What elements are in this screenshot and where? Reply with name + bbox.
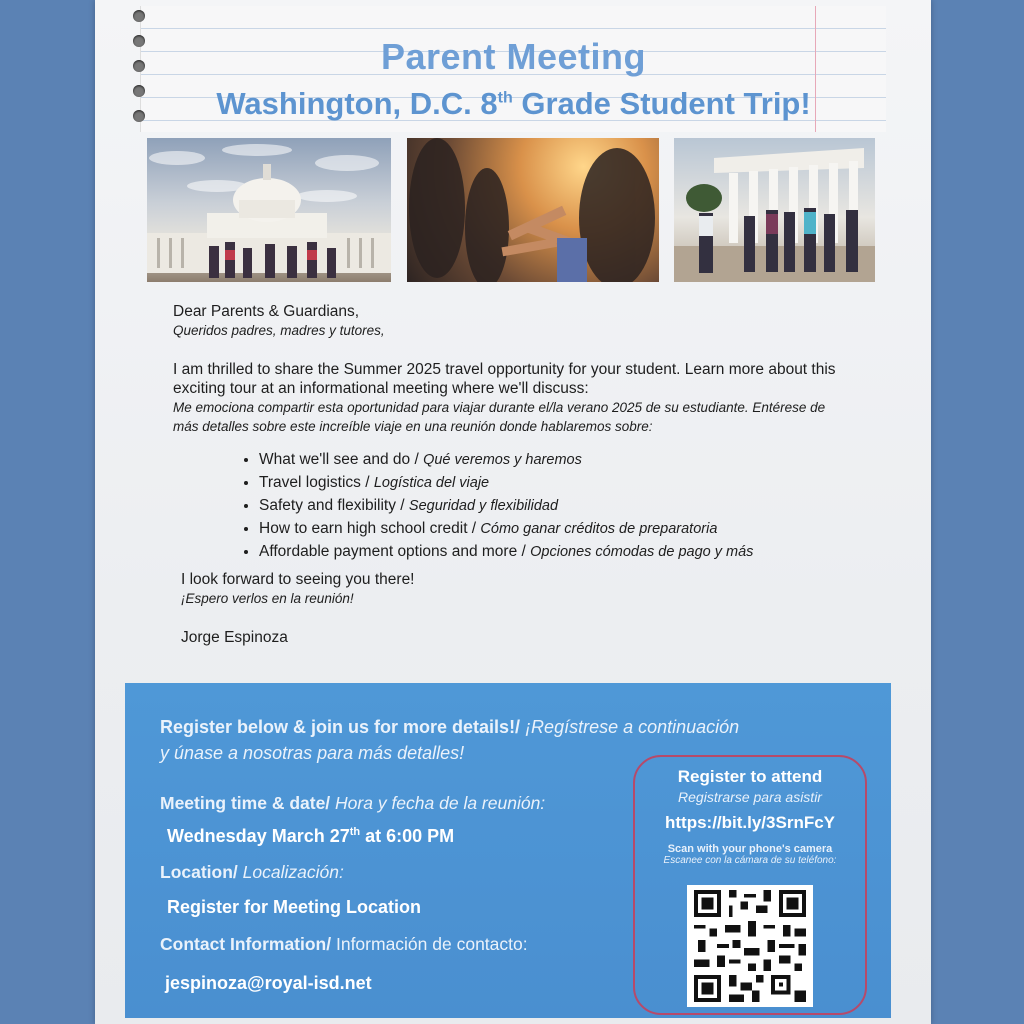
register-heading: Register below & join us for more details!/ ¡Regístrese a continuación	[160, 717, 740, 737]
register-title: Register to attend	[677, 767, 823, 786]
capitol-photo	[147, 138, 391, 282]
qr-code[interactable]	[687, 885, 813, 1007]
details-panel	[125, 683, 891, 1018]
closing-en: I look forward to seeing you there!	[181, 571, 415, 588]
contact-label: Contact Information/ Información de contacto:	[160, 934, 528, 954]
discussion-list	[173, 450, 853, 562]
meeting-time-label: Meeting time & date/ Hora y fecha de la reunión:	[160, 793, 546, 813]
flyer-page	[95, 0, 931, 1024]
page-title: Parent Meeting	[380, 36, 647, 77]
closing-es: ¡Espero verlos en la reunión!	[181, 591, 354, 606]
intro-en: I am thrilled to share the Summer 2025 travel opportunity for your student. Learn more about this exciting tour at an informational meeting where we'll discuss:	[173, 361, 836, 397]
register-title-es: Registrarse para asistir	[678, 789, 822, 805]
greeting-es: Queridos padres, madres y tutores,	[173, 323, 385, 338]
meeting-time-value: Wednesday March 27th at 6:00 PM	[167, 826, 455, 846]
list-item: • What we'll see and do / Qué veremos y haremos	[259, 450, 853, 470]
list-item: • Travel logistics / Logística del viaje	[259, 473, 853, 493]
register-url[interactable]: https://bit.ly/3SrnFcY	[664, 813, 836, 832]
signature: Jorge Espinoza	[181, 629, 288, 646]
students-hands-photo	[407, 138, 659, 282]
contact-email[interactable]: jespinoza@royal-isd.net	[165, 973, 372, 993]
register-box	[633, 755, 867, 1015]
register-heading-es: y únase a nosotras para más detalles!	[160, 743, 465, 763]
intro-es: Me emociona compartir esta oportunidad para viajar durante el/la verano 2025 de su estudiante. Entérese de más detalles sobre este increíble viaje en una reunión donde hablaremos sobre:	[173, 400, 826, 434]
letter-body	[173, 302, 853, 647]
list-item: • How to earn high school credit / Cómo ganar créditos de preparatoria	[259, 519, 853, 539]
page-subtitle: Washington, D.C. 8th Grade Student Trip!	[216, 86, 811, 121]
scan-instruction: Scan with your phone's camera	[667, 843, 833, 855]
list-item: • Affordable payment options and more / Opciones cómodas de pago y más	[259, 542, 853, 562]
scan-instruction-es: Escanee con la cámara de su teléfono:	[663, 855, 837, 866]
qr-code-icon	[694, 890, 806, 1002]
greeting-en: Dear Parents & Guardians,	[173, 303, 360, 320]
memorial-photo	[674, 138, 875, 282]
notebook-header	[140, 6, 886, 132]
location-value: Register for Meeting Location	[167, 897, 422, 917]
location-label: Location/ Localización:	[160, 862, 344, 882]
list-item: • Safety and flexibility / Seguridad y flexibilidad	[259, 496, 853, 516]
